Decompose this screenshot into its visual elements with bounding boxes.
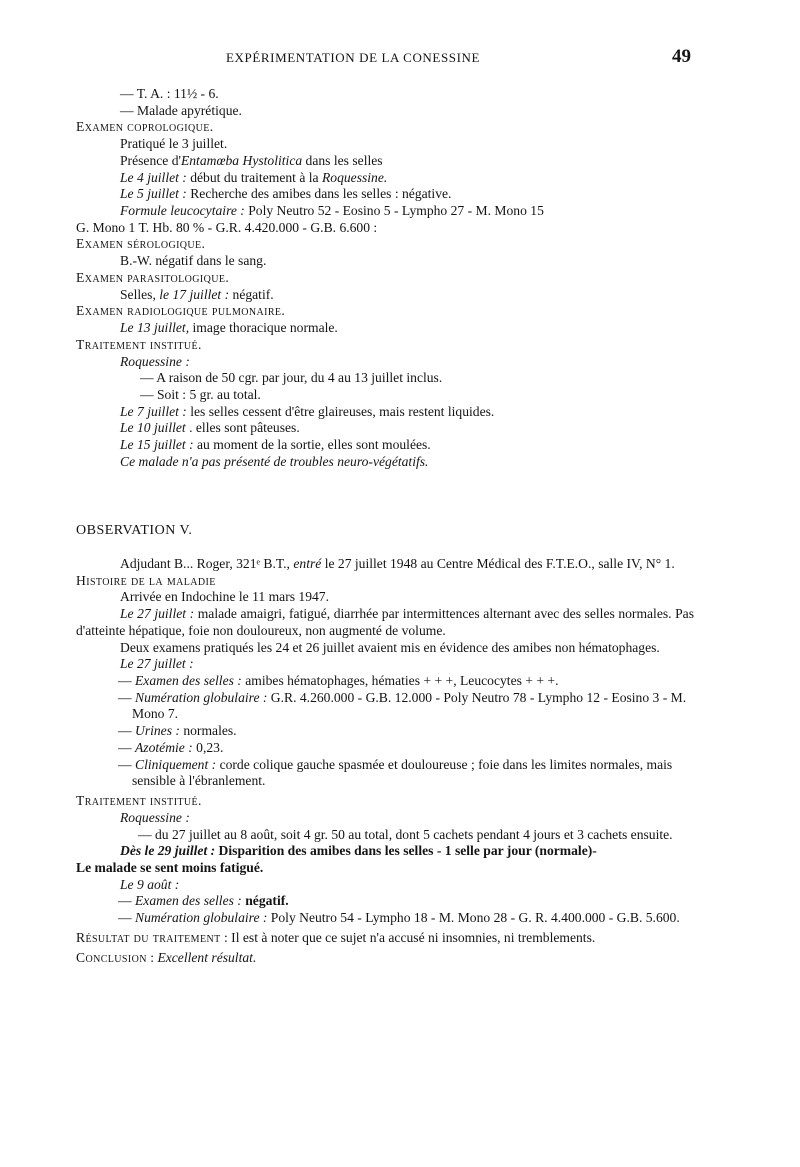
l27a-paragraph: Le 27 juillet : malade amaigri, fatigué, diarrhée par intermittences alternant avec des selles normales. Pas d'atteinte hépatique, foie non douloureux, non augmenté de volume. xyxy=(76,606,695,638)
para-line: Selles, le 17 juillet : négatif. xyxy=(120,286,274,302)
observation-5-title: OBSERVATION V. xyxy=(76,523,193,538)
urines-item: — Urines : normales. xyxy=(118,723,237,739)
sero-text: B.-W. négatif dans le sang. xyxy=(120,253,267,269)
dose-item-5: — du 27 juillet au 8 août, soit 4 gr. 50 au total, dont 5 cachets pendant 4 jours et 3 cachets ensuite. xyxy=(138,826,673,842)
dose-line-2: — Soit : 5 gr. au total. xyxy=(140,386,261,402)
resultat-paragraph: Résultat du traitement : Il est à noter que ce sujet n'a accusé ni insomnies, ni tremblements. xyxy=(76,929,596,945)
clinique-item: — Cliniquement : corde colique gauche spasmée et douloureuse ; foie dans les limites normales, mais sensible à l'ébranlement. xyxy=(118,756,673,789)
l10-line: Le 10 juillet . elles sont pâteuses. xyxy=(120,420,300,436)
l29-line: Dès le 29 juillet : Disparition des amibes dans les selles - 1 selle par jour (normale)- xyxy=(120,843,597,859)
arrivee-line: Arrivée en Indochine le 11 mars 1947. xyxy=(120,589,329,605)
trait-heading-5: Traitement institué. xyxy=(76,793,202,809)
azotemie-item: — Azotémie : 0,23. xyxy=(118,739,224,755)
l29-cont: Le malade se sent moins fatigué. xyxy=(76,859,264,875)
formule-cont: G. Mono 1 T. Hb. 80 % - G.R. 4.420.000 - G.B. 6.600 : xyxy=(76,219,378,235)
radio-heading: Examen radiologique pulmonaire. xyxy=(76,303,286,319)
ta-line: — T. A. : 11½ - 6. xyxy=(120,86,219,101)
dose-line-1: — A raison de 50 cgr. par jour, du 4 au 13 juillet inclus. xyxy=(140,370,443,386)
l5-line: Le 5 juillet : Recherche des amibes dans les selles : négative. xyxy=(120,186,452,202)
l15-line: Le 15 juillet : au moment de la sortie, elles sont moulées. xyxy=(120,437,431,453)
l9-date: Le 9 août : xyxy=(120,876,180,892)
exam2-item: — Examen des selles : négatif. xyxy=(118,893,289,909)
formule-line: Formule leucocytaire : Poly Neutro 52 - Eosino 5 - Lympho 27 - M. Mono 15 xyxy=(120,203,544,219)
para-heading: Examen parasitologique. xyxy=(76,269,230,285)
l27b-date: Le 27 juillet : xyxy=(120,656,194,672)
drug-name: Roquessine : xyxy=(120,353,190,369)
intro-paragraph: Adjudant B... Roger, 321ᵉ B.T., entré le 27 juillet 1948 au Centre Médical des F.T.E.O., salle IV, N° 1. xyxy=(120,556,675,571)
num2-item: — Numération globulaire : Poly Neutro 54 - Lympho 18 - M. Mono 28 - G. R. 4.400.000 - G.B. 5.600. xyxy=(118,910,680,926)
drug-name-5: Roquessine : xyxy=(120,809,190,825)
running-head xyxy=(0,48,800,70)
page-number: 49 xyxy=(672,46,691,67)
radio-line: Le 13 juillet, image thoracique normale. xyxy=(120,320,338,336)
copro-date: Pratiqué le 3 juillet. xyxy=(120,136,228,152)
copro-heading: Examen coprologique. xyxy=(76,119,214,135)
histoire-heading: Histoire de la maladie xyxy=(76,572,216,588)
conclusion-line: Conclusion : Excellent résultat. xyxy=(76,949,257,965)
trait-heading: Traitement institué. xyxy=(76,336,202,352)
exam-selles-item: — Examen des selles : amibes hématophages, hématies + + +, Leucocytes + + +. xyxy=(118,673,559,689)
observation-4-continued xyxy=(76,86,694,471)
numeration-item: — Numération globulaire : G.R. 4.260.000 - G.B. 12.000 - Poly Neutro 78 - Lympho 12 - Eosino 3 - M. Mono 7. xyxy=(118,689,687,722)
running-title: EXPÉRIMENTATION DE LA CONESSINE xyxy=(226,50,481,65)
l7-line: Le 7 juillet : les selles cessent d'être glaireuses, mais restent liquides. xyxy=(120,403,495,419)
sero-heading: Examen sérologique. xyxy=(76,236,206,252)
observation-5 xyxy=(76,556,694,966)
deux-exam-paragraph: Deux examens pratiqués les 24 et 26 juillet avaient mis en évidence des amibes non hématophages. xyxy=(120,639,660,655)
presence-line: Présence d'Entamœba Hystolitica dans les selles xyxy=(120,152,383,168)
l4-line: Le 4 juillet : début du traitement à la Roquessine. xyxy=(120,169,388,185)
apyretic-line: — Malade apyrétique. xyxy=(120,102,242,118)
obs4-conclusion: Ce malade n'a pas présenté de troubles neuro-végétatifs. xyxy=(120,453,429,469)
